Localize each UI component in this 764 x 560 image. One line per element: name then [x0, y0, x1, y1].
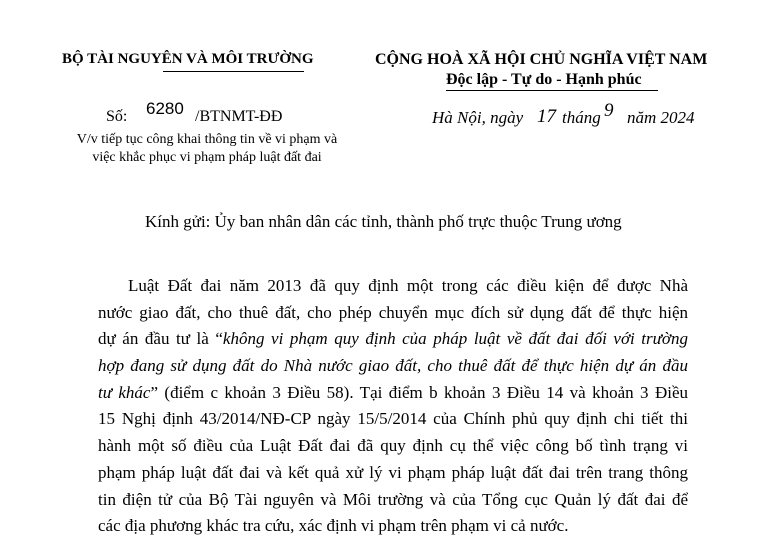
- body-line: nước giao đất, cho thuê đất, cho phép chuyển mục đích sử dụng đất để thực hiện: [98, 303, 688, 322]
- quoted-text: hợp đang sử dụng đất do Nhà nước giao đất, cho thuê đất để thực hiện dự án đầu: [98, 356, 688, 375]
- date-year: năm 2024: [627, 108, 695, 127]
- body-text: ” (điểm c khoản 3 Điều 58). Tại điểm b khoản 3 Điều 14 và khoản 3 Điều: [150, 383, 688, 402]
- date-place: Hà Nội, ngày: [432, 108, 524, 127]
- country-name: CỘNG HOÀ XÃ HỘI CHỦ NGHĨA VIỆT NAM: [375, 51, 708, 68]
- recipient-line: Kính gửi: Ủy ban nhân dân các tỉnh, thành phố trực thuộc Trung ương: [145, 212, 622, 231]
- document-code: /BTNMT-ĐĐ: [195, 108, 283, 125]
- date-day: 17: [537, 106, 556, 127]
- body-line: Luật Đất đai năm 2013 đã quy định một trong các điều kiện để được Nhà: [128, 276, 688, 295]
- national-motto: Độc lập - Tự do - Hạnh phúc: [446, 71, 642, 88]
- date-month: 9: [604, 100, 614, 121]
- quoted-text: không vi phạm quy định của pháp luật về đất đai đối với trường: [222, 329, 688, 348]
- body-line: phạm pháp luật đất đai và kết quả xử lý vi phạm pháp luật đất đai trên trang thông: [98, 463, 688, 482]
- subject-line: việc khắc phục vi phạm pháp luật đất đai: [92, 150, 322, 165]
- body-line: 15 Nghị định 43/2014/NĐ-CP ngày 15/5/2014 của Chính phủ quy định chi tiết thi: [98, 409, 688, 428]
- body-line: hành một số điều của Luật Đất đai đã quy định cụ thể việc công bố tình trạng vi: [98, 436, 688, 455]
- date-month-label: tháng: [562, 108, 601, 127]
- body-line: [98, 329, 688, 349]
- body-line: các địa phương khác tra cứu, xác định vi phạm trên phạm vi cả nước.: [98, 516, 569, 535]
- motto-underline: [446, 90, 658, 91]
- document-number-label: Số:: [106, 108, 128, 125]
- quoted-text: tư khác: [98, 383, 151, 402]
- ministry-underline: [163, 71, 304, 72]
- document-number: 6280: [146, 99, 184, 118]
- body-line: [98, 383, 688, 403]
- body-text: dự án đầu tư là “: [98, 329, 223, 348]
- subject-line: V/v tiếp tục công khai thông tin về vi phạm và: [76, 132, 338, 147]
- ministry-name: BỘ TÀI NGUYÊN VÀ MÔI TRƯỜNG: [62, 51, 314, 67]
- body-line: tin điện tử của Bộ Tài nguyên và Môi trường và của Tổng cục Quản lý đất đai để: [98, 490, 688, 509]
